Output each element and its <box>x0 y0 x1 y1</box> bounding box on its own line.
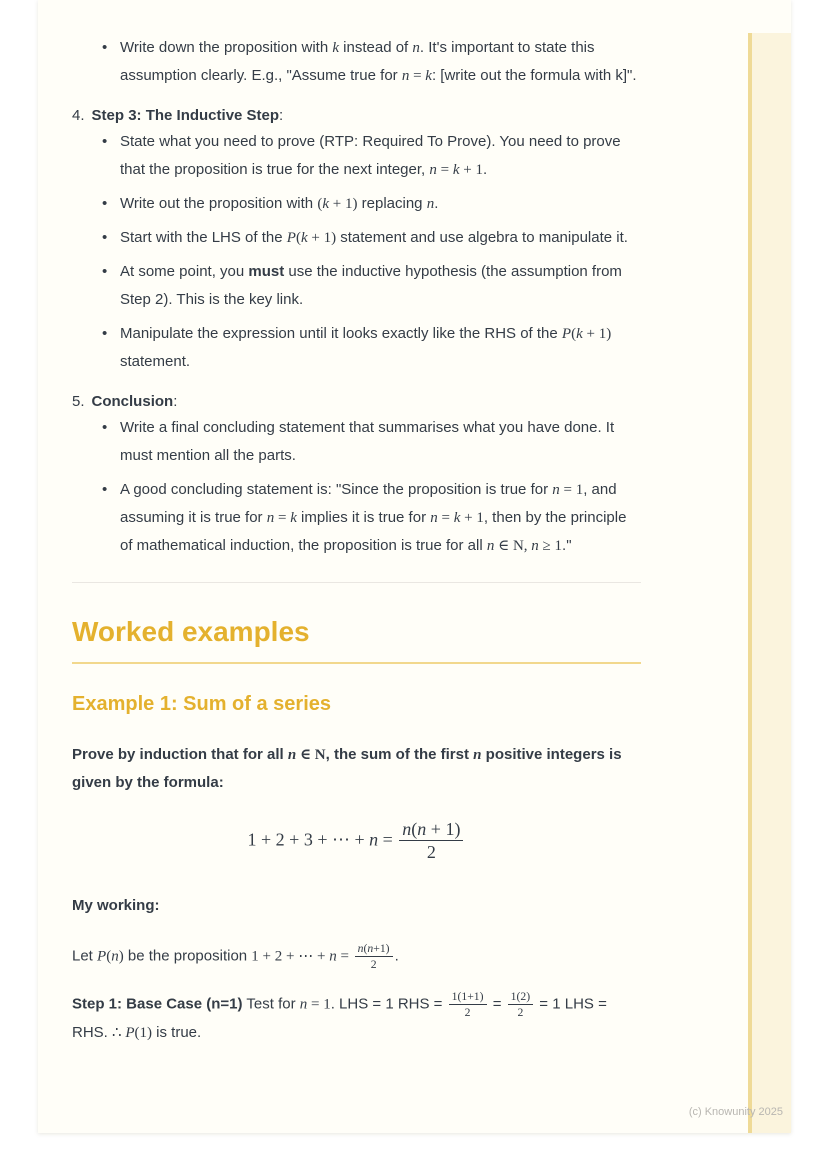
proposition-line: Let P(n) be the proposition 1 + 2 + ⋯ + n = $\frac{n(n+1)}{2}$ . <box>72 942 399 972</box>
item-number: 4. <box>72 107 85 124</box>
list-item: • At some point, you must use the inductive hypothesis (the assumption from Step 2). This is the key link. <box>72 258 641 314</box>
prove-statement: Prove by induction that for all n ∈ N, the sum of the first n positive integers is given by the formula: <box>72 746 622 791</box>
list-item: • Write down the proposition with k instead of n. It's important to state this assumption clearly. E.g., "Assume true for n = k: [write out the formula with k]". <box>72 34 641 90</box>
list-item: • Manipulate the expression until it looks exactly like the RHS of the P(k + 1) statement. <box>72 320 641 376</box>
item-number: 5. <box>72 393 85 410</box>
section-divider <box>72 582 641 583</box>
numbered-item-conclusion <box>72 388 641 560</box>
list-item: • Write out the proposition with (k + 1) replacing n. <box>72 190 641 218</box>
list-item: • Start with the LHS of the P(k + 1) statement and use algebra to manipulate it. <box>72 224 641 252</box>
intro-bullet-list <box>72 34 641 90</box>
list-item: • State what you need to prove (RTP: Required To Prove). You need to prove that the proposition is true for the next integer, n = k + 1. <box>72 128 641 184</box>
numbered-item-step3 <box>72 102 641 376</box>
base-case-line: Step 1: Base Case (n=1) Test for n = 1. LHS = 1 RHS = $\frac{1(1+1)}{2}$ = $\frac{1(2)}{2}$ = 1 LHS = RHS. ∴ P(1) is true. <box>72 989 607 1041</box>
numbered-item-heading <box>72 102 641 130</box>
list-item: • Write a final concluding statement that summarises what you have done. It must mention all the parts. <box>72 414 641 470</box>
section-heading: Worked examples <box>72 615 641 664</box>
subsection-heading: Example 1: Sum of a series <box>72 693 332 715</box>
step3-bullet-list <box>72 128 641 376</box>
item-title: Conclusion: <box>91 393 178 410</box>
list-item: • A good concluding statement is: "Since the proposition is true for n = 1, and assuming it is true for n = k implies it is true for n = k + 1, then by the principle of mathematical induction, the proposition is true for all n ∈ N, n ≥ 1." <box>72 476 641 560</box>
numbered-item-heading <box>72 388 641 416</box>
copyright-footer: (c) Knowunity 2025 <box>688 1106 783 1118</box>
document-page <box>38 0 791 1133</box>
display-formula: 1 + 2 + 3 + ⋯ + n = $\frac{n(n + 1)}{2}$ <box>72 819 641 862</box>
page-content <box>38 0 791 1047</box>
my-working-label: My working: <box>72 897 160 915</box>
item-title: Step 3: The Inductive Step: <box>91 107 284 124</box>
conclusion-bullet-list <box>72 414 641 560</box>
